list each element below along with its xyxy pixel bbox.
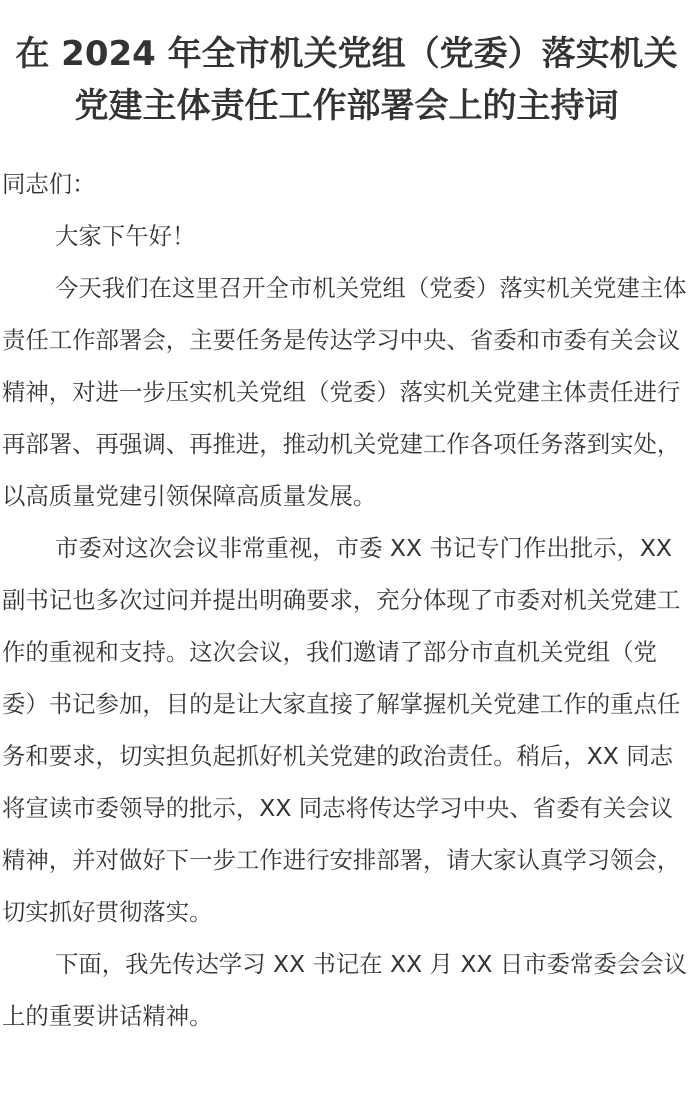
paragraph-importance: 市委对这次会议非常重视，市委 XX 书记专门作出批示，XX 副书记也多次过问并提出明确要求，充分体现了市委对机关党建工作的重视和支持。这次会议，我们邀请了部分市直机关党组（党委）书记参加，目的是让大家直接了解掌握机关党建工作的重点任务和要求，切实担负起抓好机关党建的政治责任。稍后，XX 同志将宣读市委领导的批示，XX 同志将传达学习中央、省委有关会议精神，并对做好下一步工作进行安排部署，请大家认真学习领会，切实抓好贯彻落实。 [2,534,681,926]
title-prefix: 在 [15,34,62,74]
document-body [2,158,690,1042]
greeting: 大家下午好！ [55,222,196,250]
title-year: 2024 [61,34,156,74]
salutation: 同志们： [2,170,96,198]
title-line1-rest: 年全市机关党组（党委）落实机关 [155,34,678,74]
paragraph-agenda: 下面，我先传达学习 XX 书记在 XX 月 XX 日市委常委会会议上的重要讲话精神。 [2,950,687,1030]
title-line2: 党建主体责任工作部署会上的主持词 [74,86,619,126]
paragraph-opening: 今天我们在这里召开全市机关党组（党委）落实机关党建主体责任工作部署会，主要任务是传达学习中央、省委和市委有关会议精神，对进一步压实机关党组（党委）落实机关党建主体责任进行再部署、再强调、再推进，推动机关党建工作各项任务落到实处，以高质量党建引领保障高质量发展。 [2,274,687,510]
document-title [0,28,693,132]
